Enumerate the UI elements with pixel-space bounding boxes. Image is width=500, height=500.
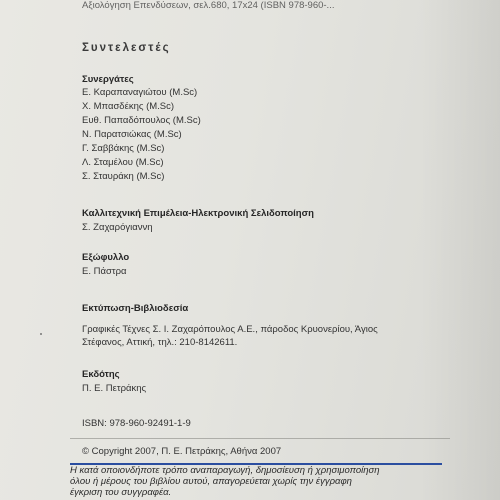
page-shadow	[420, 0, 500, 500]
collaborator-name: Ε. Καραπαναγιώτου (M.Sc)	[82, 87, 198, 98]
collaborator-name: Σ. Σταυράκη (M.Sc)	[82, 171, 165, 182]
collaborator-name: Χ. Μπασδέκης (M.Sc)	[82, 101, 175, 112]
legal-notice-line-1: Η κατά οποιονδήποτε τρόπο αναπαραγωγή, δημοσίευση ή χρησιμοποίηση	[70, 465, 380, 476]
collaborator-name: Γ. Σαββάκης (M.Sc)	[82, 143, 165, 154]
typesetting-name: Σ. Ζαχαρόγιαννη	[82, 222, 153, 233]
previous-book-listing: Αξιολόγηση Επενδύσεων, σελ.680, 17x24 (ISBN 978-960-...	[82, 0, 335, 11]
divider	[70, 438, 450, 439]
legal-notice-line-3: έγκριση του συγγραφέα.	[70, 487, 172, 498]
collaborators-heading: Συνεργάτες	[82, 74, 134, 85]
printing-heading: Εκτύπωση-Βιβλιοδεσία	[82, 303, 189, 314]
page-speck	[40, 333, 42, 335]
printing-address-line-2: Στέφανος, Αττική, τηλ.: 210-8142611.	[82, 337, 238, 348]
collaborator-name: Ευθ. Παπαδόπουλος (M.Sc)	[82, 115, 201, 126]
collaborator-name: Λ. Σταμέλου (M.Sc)	[82, 157, 164, 168]
section-title: Συντελεστές	[82, 42, 171, 54]
publisher-name: Π. Ε. Πετράκης	[82, 383, 147, 394]
typesetting-heading: Καλλιτεχνική Επιμέλεια-Ηλεκτρονική Σελιδοποίηση	[82, 208, 314, 219]
cover-heading: Εξώφυλλο	[82, 252, 130, 263]
cover-name: Ε. Πάστρα	[82, 266, 127, 277]
printing-address-line-1: Γραφικές Τέχνες Σ. Ι. Ζαχαρόπουλος Α.Ε., πάροδος Κρυονερίου, Άγιος	[82, 324, 378, 335]
isbn: ISBN: 978-960-92491-1-9	[82, 418, 191, 429]
collaborator-name: Ν. Παρατσιώκας (M.Sc)	[82, 129, 182, 140]
publisher-heading: Εκδότης	[82, 369, 120, 380]
legal-notice-line-2: όλου ή μέρους του βιβλίου αυτού, απαγορεύεται χωρίς την έγγραφη	[70, 476, 352, 487]
copyright: © Copyright 2007, Π. Ε. Πετράκης, Αθήνα 2007	[82, 446, 282, 457]
